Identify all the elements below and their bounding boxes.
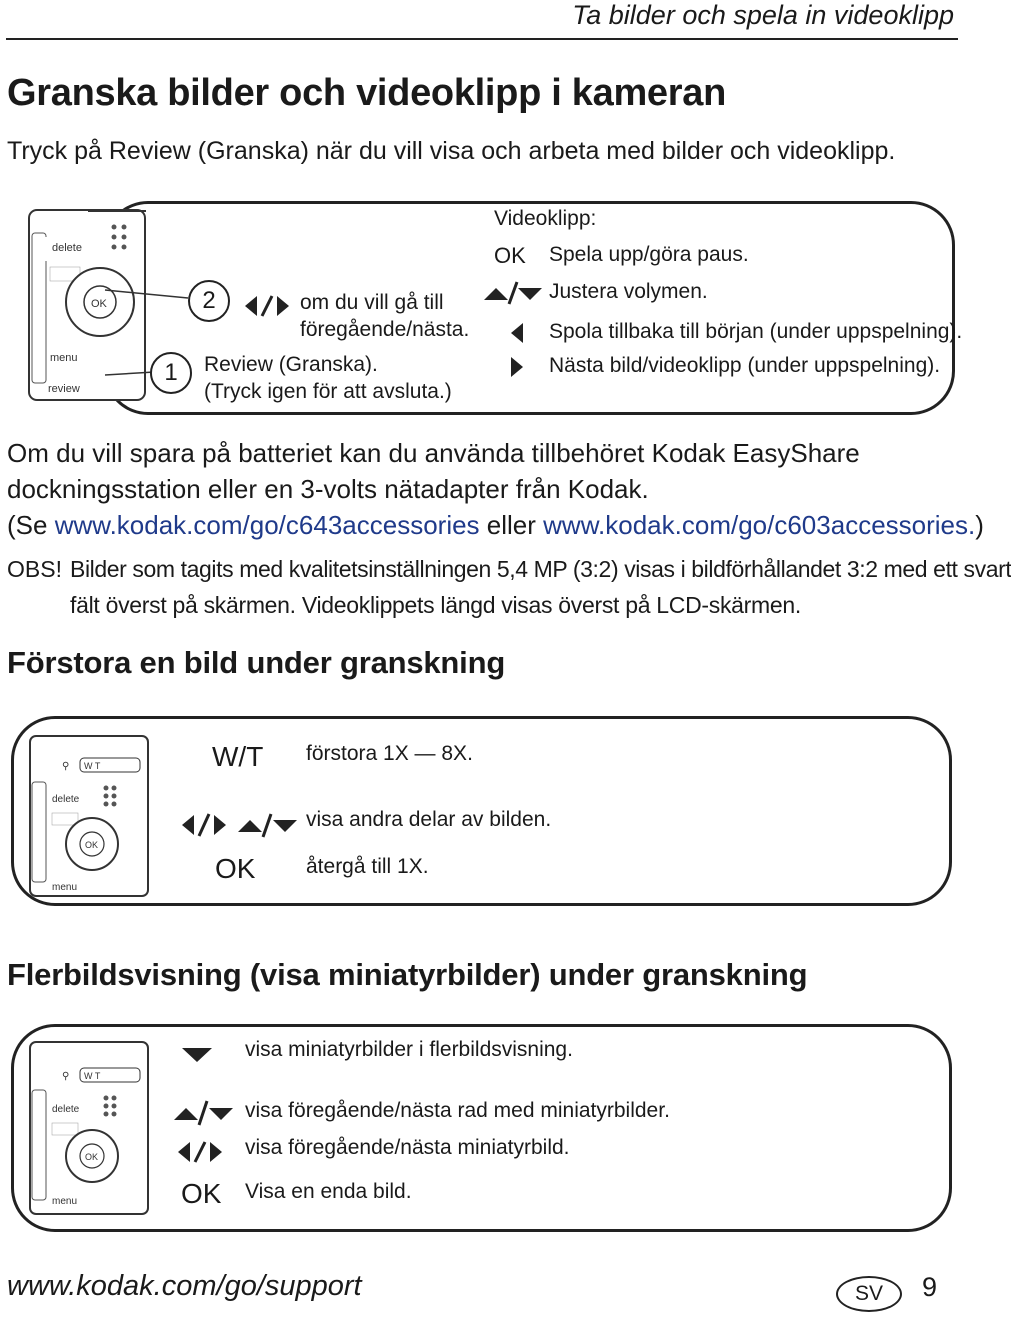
up-down-arrows-icon-multi — [172, 1098, 236, 1126]
ok-label: OK — [494, 243, 526, 268]
battery-note-mid: eller — [479, 510, 544, 540]
step-1-line1: Review (Granska). — [204, 353, 378, 376]
svg-text:OK: OK — [91, 298, 107, 310]
accessories-link-c603[interactable]: www.kodak.com/go/c603accessories. — [543, 510, 976, 540]
support-url[interactable]: www.kodak.com/go/support — [7, 1270, 362, 1302]
svg-text:⚲: ⚲ — [62, 761, 70, 772]
leftright-description: visa föregående/nästa miniatyrbild. — [245, 1136, 570, 1159]
battery-note-line1: Om du vill spara på batteriet kan du använda tillbehöret Kodak EasyShare — [7, 438, 860, 468]
zoom-ok-label: OK — [215, 853, 256, 884]
zoom-ok-description: återgå till 1X. — [306, 855, 429, 878]
right-arrow-icon — [509, 355, 525, 379]
language-badge: SV — [836, 1276, 902, 1312]
left-right-arrows-icon — [243, 292, 291, 320]
arrows-description: visa andra delar av bilden. — [306, 808, 552, 831]
multi-ok-label: OK — [181, 1178, 222, 1209]
left-right-arrows-icon-multi — [176, 1138, 224, 1166]
svg-text:menu: menu — [52, 882, 78, 893]
svg-text:⚲: ⚲ — [62, 1071, 70, 1082]
left-arrow-icon — [509, 321, 525, 345]
down-description: visa miniatyrbilder i flerbildsvisning. — [245, 1038, 573, 1061]
camera-multi-illustration — [22, 1034, 152, 1214]
obs-line1: Bilder som tagits med kvalitetsinställningen 5,4 MP (3:2) visas i bildförhållandet 3:2 med ett svart — [70, 556, 1011, 582]
header-rule — [6, 38, 958, 40]
camera-zoom-illustration — [22, 728, 152, 898]
intro-text: Tryck på Review (Granska) när du vill visa och arbeta med bilder och videoklipp. — [7, 137, 896, 165]
svg-text:delete: delete — [52, 242, 82, 254]
battery-note-line2: dockningsstation eller en 3-volts nätadapter från Kodak. — [7, 474, 649, 504]
wt-description: förstora 1X — 8X. — [306, 742, 473, 765]
step-1-line2: (Tryck igen för att avsluta.) — [204, 380, 452, 403]
page-number: 9 — [922, 1272, 938, 1302]
video-heading: Videoklipp: — [494, 207, 597, 230]
page-title: Granska bilder och videoklipp i kameran — [7, 72, 727, 114]
running-header: Ta bilder och spela in videoklipp — [572, 0, 954, 30]
step-2-line1: om du vill gå till — [300, 291, 444, 314]
ok-description: Spela upp/göra paus. — [549, 243, 749, 266]
wt-label: W/T — [212, 741, 264, 772]
svg-text:delete: delete — [52, 794, 80, 805]
down-arrow-icon — [180, 1046, 214, 1064]
step-2-marker: 2 — [188, 280, 230, 322]
svg-text:review: review — [48, 383, 80, 395]
svg-text:OK: OK — [85, 840, 99, 850]
svg-text:delete: delete — [52, 1104, 80, 1115]
multi-ok-description: Visa en enda bild. — [245, 1180, 412, 1203]
four-way-arrows-icon — [180, 810, 300, 840]
next-description: Nästa bild/videoklipp (under uppspelning). — [549, 354, 941, 377]
volume-description: Justera volymen. — [549, 280, 708, 303]
svg-text:menu: menu — [50, 352, 78, 364]
multi-section-title: Flerbildsvisning (visa miniatyrbilder) under granskning — [7, 957, 808, 992]
svg-text:W T: W T — [84, 1071, 101, 1081]
battery-note-post: ) — [975, 510, 984, 540]
svg-text:menu: menu — [52, 1196, 78, 1207]
obs-label: OBS! — [7, 556, 62, 582]
rewind-description: Spola tillbaka till början (under uppspelning). — [549, 320, 963, 343]
battery-note-line3 — [7, 510, 984, 541]
zoom-section-title: Förstora en bild under granskning — [7, 645, 506, 680]
accessories-link-c643[interactable]: www.kodak.com/go/c643accessories — [54, 510, 480, 540]
svg-text:W T: W T — [84, 761, 101, 771]
obs-line2: fält överst på skärmen. Videoklippets längd visas överst på LCD-skärmen. — [70, 592, 801, 618]
svg-text:OK: OK — [85, 1152, 99, 1162]
up-down-arrows-icon — [482, 280, 544, 306]
updown-description: visa föregående/nästa rad med miniatyrbilder. — [245, 1099, 670, 1122]
step-2-line2: föregående/nästa. — [300, 318, 470, 341]
step-1-marker: 1 — [150, 352, 192, 394]
battery-note-pre: (Se — [7, 510, 55, 540]
